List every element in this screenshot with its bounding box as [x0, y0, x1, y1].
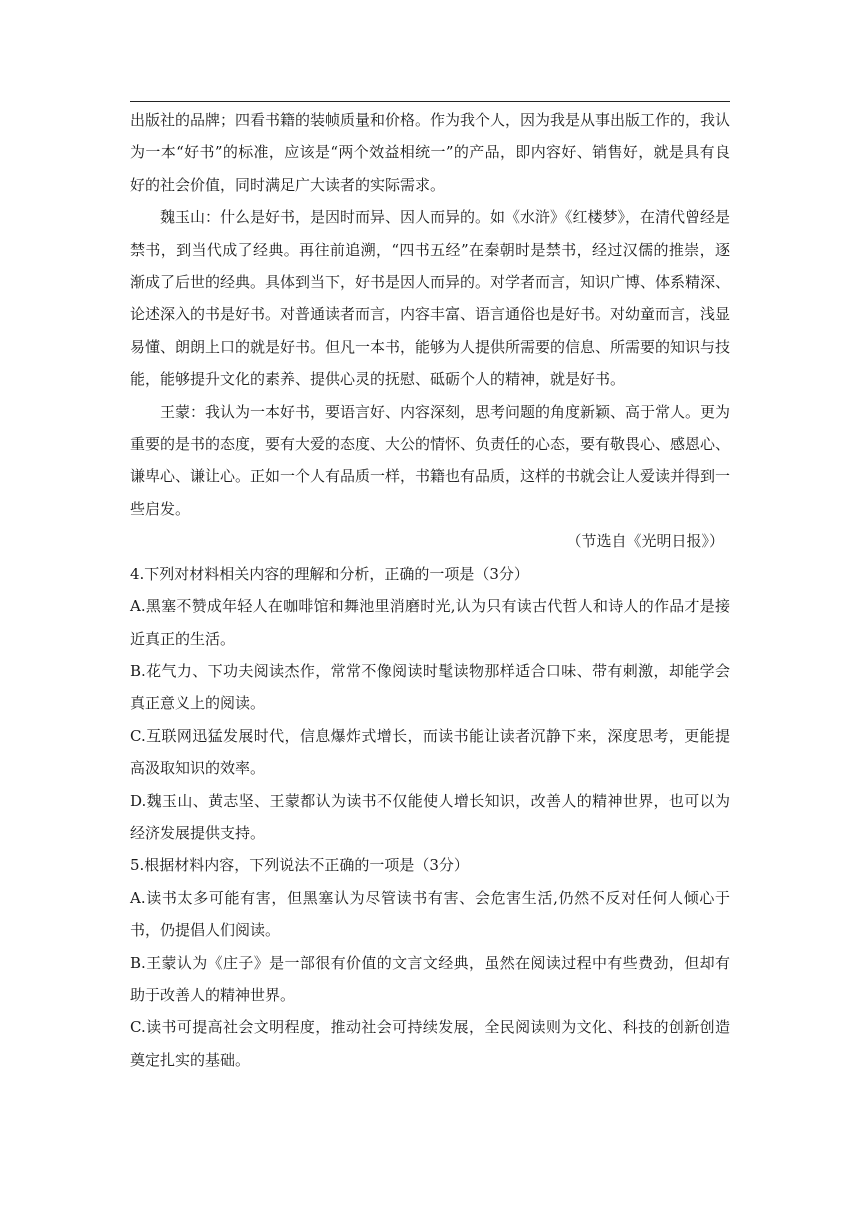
- question-option-b: B.花气力、下功夫阅读杰作，常常不像阅读时髦读物那样适合口味、带有刺激，却能学会真正意义上的阅读。: [130, 661, 730, 713]
- header-rule: [130, 101, 730, 102]
- document-body: [130, 104, 730, 1076]
- passage-paragraph-wang-meng: 王蒙：我认为一本好书，要语言好、内容深刻，思考问题的角度新颖、高于常人。更为重要的是书的态度，要有大爱的态度、大公的情怀、负责任的心态，要有敬畏心、感恩心、谦卑心、谦让心。正如一个人有品质一样，书籍也有品质，这样的书就会让人爱读并得到一些启发。: [130, 402, 731, 518]
- passage-paragraph-wei-yushan: 魏玉山：什么是好书，是因时而异、因人而异的。如《水浒》《红楼梦》，在清代曾经是禁书，到当代成了经典。再往前追溯，“四书五经”在秦朝时是禁书，经过汉儒的推崇，逐渐成了后世的经典。具体到当下，好书是因人而异的。对学者而言，知识广博、体系精深、论述深入的书是好书。对普通读者而言，内容丰富、语言通俗也是好书。对幼童而言，浅显易懂、朗朗上口的就是好书。但凡一本书，能够为人提供所需要的信息、所需要的知识与技能，能够提升文化的素养、提供心灵的抚慰、砥砺个人的精神，就是好书。: [130, 208, 731, 389]
- question-option-a: A.黑塞不赞成年轻人在咖啡馆和舞池里消磨时光,认为只有读古代哲人和诗人的作品才是接近真正的生活。: [130, 597, 730, 648]
- question-option-b: B.王蒙认为《庄子》是一部很有价值的文言文经典，虽然在阅读过程中有些费劲，但却有助于改善人的精神世界。: [130, 953, 730, 1004]
- passage-source: （节选自《光明日报》）: [566, 532, 724, 551]
- passage-paragraph: 出版社的品牌；四看书籍的装帧质量和价格。作为我个人，因为我是从事出版工作的，我认为一本“好书”的标准，应该是“两个效益相统一”的产品，即内容好、销售好，就是具有良好的社会价值，同时满足广大读者的实际需求。: [130, 111, 731, 194]
- question-5: [130, 849, 730, 1076]
- passage: [130, 104, 730, 558]
- question-4: [130, 558, 730, 850]
- question-stem: 5.根据材料内容，下列说法不正确的一项是（3分）: [130, 856, 469, 875]
- question-option-c: C.互联网迅猛发展时代，信息爆炸式增长，而读书能让读者沉静下来，深度思考，更能提高汲取知识的效率。: [130, 726, 730, 778]
- question-stem: 4.下列对材料相关内容的理解和分析，正确的一项是（3分）: [130, 564, 529, 583]
- question-option-c: C.读书可提高社会文明程度，推动社会可持续发展，全民阅读则为文化、科技的创新创造奠定扎实的基础。: [130, 1018, 730, 1069]
- question-option-d: D.魏玉山、黄志坚、王蒙都认为读书不仅能使人增长知识，改善人的精神世界，也可以为经济发展提供支持。: [130, 791, 730, 842]
- question-option-a: A.读书太多可能有害，但黑塞认为尽管读书有害、会危害生活,仍然不反对任何人倾心于书，仍提倡人们阅读。: [130, 888, 730, 940]
